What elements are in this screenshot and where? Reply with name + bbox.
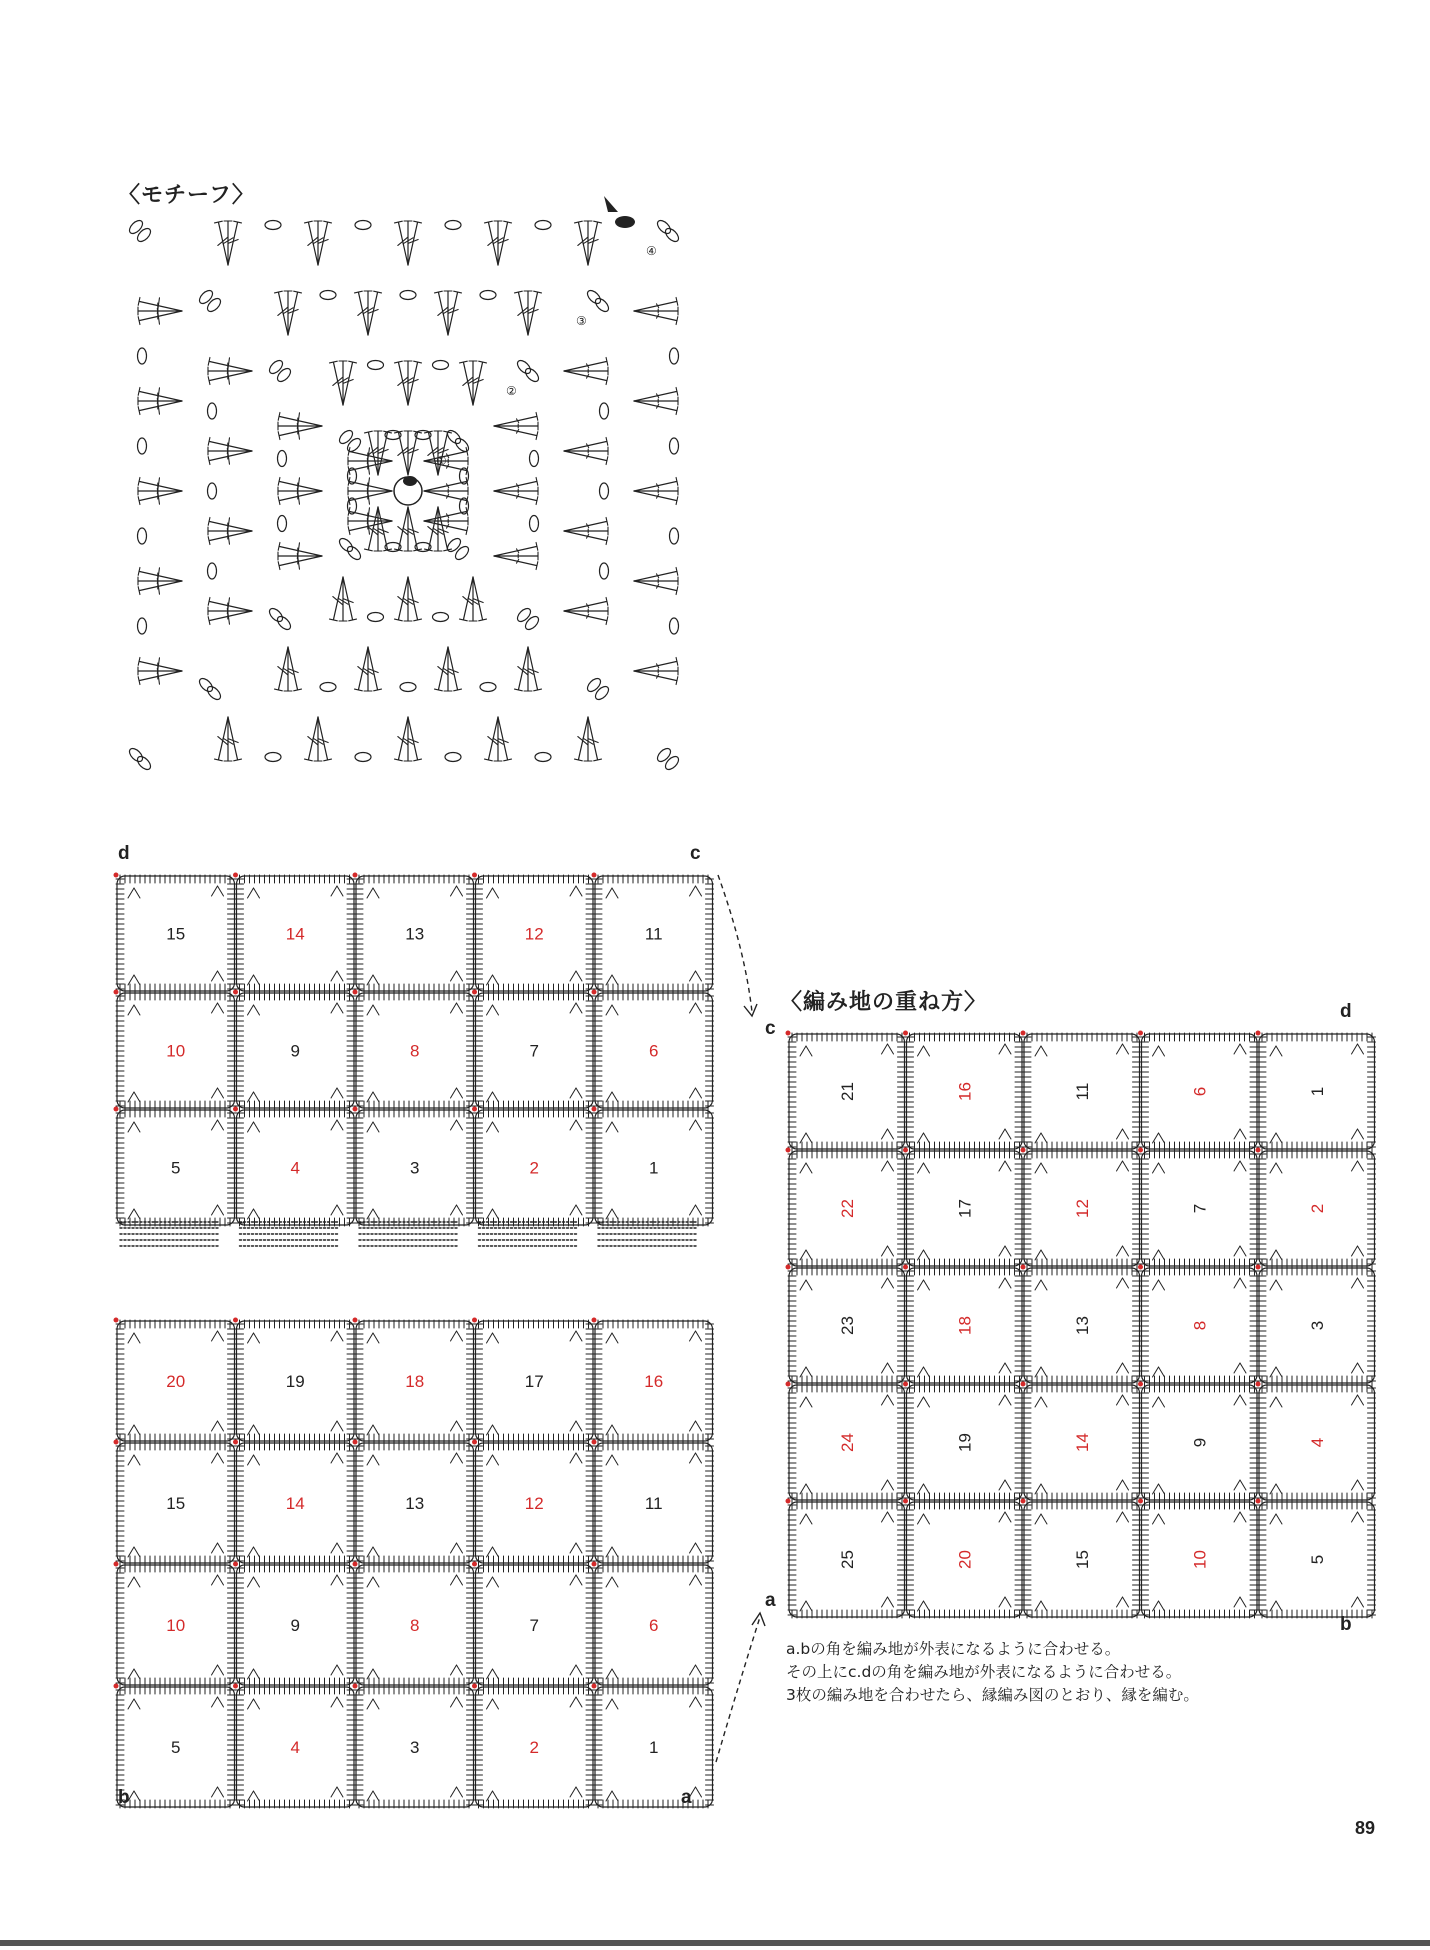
top-panel-cell-5: 5 xyxy=(171,1158,181,1178)
top-panel-cell-2: 2 xyxy=(529,1158,539,1178)
bottom-panel-cell-13: 13 xyxy=(405,1494,425,1513)
overlap-cell-25: 25 xyxy=(837,1550,857,1569)
bottom-panel-cell-10: 10 xyxy=(166,1616,186,1635)
top-panel-cell-3: 3 xyxy=(410,1158,420,1178)
join-arrows xyxy=(716,875,765,1762)
overlap-cell-16: 16 xyxy=(955,1082,975,1101)
overlap-cell-8: 8 xyxy=(1190,1320,1210,1331)
instruction-line-2: その上にc.dの角を編み地が外表になるように合わせる。 xyxy=(786,1663,1182,1681)
top-panel-cell-11: 11 xyxy=(644,924,663,944)
corner-label-top-d: d xyxy=(118,843,130,864)
round-label: ② xyxy=(506,384,517,398)
top-panel-cell-9: 9 xyxy=(290,1041,300,1061)
overlap-cell-7: 7 xyxy=(1190,1203,1210,1214)
bottom-panel-cell-8: 8 xyxy=(410,1616,420,1635)
top-panel-cell-1: 1 xyxy=(649,1158,659,1178)
overlap-cell-23: 23 xyxy=(837,1316,857,1335)
overlap-cell-5: 5 xyxy=(1307,1554,1327,1565)
bottom-panel-cell-7: 7 xyxy=(529,1616,539,1635)
bottom-panel-cell-5: 5 xyxy=(171,1738,181,1757)
overlap-corner-c: c xyxy=(765,1018,776,1039)
bottom-panel-cell-15: 15 xyxy=(166,1494,186,1513)
overlap-cell-13: 13 xyxy=(1072,1316,1092,1335)
overlap-cell-10: 10 xyxy=(1190,1550,1210,1569)
top-panel-cell-4: 4 xyxy=(290,1158,300,1178)
top-panel-cell-7: 7 xyxy=(529,1041,539,1061)
top-panel-cell-13: 13 xyxy=(405,924,425,944)
bottom-panel-cell-12: 12 xyxy=(524,1494,544,1513)
bottom-panel-cell-20: 20 xyxy=(166,1372,186,1391)
bottom-panel-cell-14: 14 xyxy=(285,1494,305,1513)
bottom-panel-cell-6: 6 xyxy=(649,1616,659,1635)
top-panel-cell-15: 15 xyxy=(166,924,186,944)
instruction-line-3: 3枚の編み地を合わせたら、縁編み図のとおり、縁を編む。 xyxy=(786,1686,1199,1704)
overlap-cell-4: 4 xyxy=(1307,1437,1327,1448)
bottom-panel-cell-2: 2 xyxy=(529,1738,539,1757)
overlap-cell-6: 6 xyxy=(1190,1086,1210,1097)
overlap-cell-11: 11 xyxy=(1072,1082,1092,1101)
top-panel-cell-10: 10 xyxy=(166,1041,186,1061)
panel-bottom-chart xyxy=(114,1318,714,1809)
overlap-cell-18: 18 xyxy=(955,1316,975,1335)
bottom-panel-cell-17: 17 xyxy=(524,1372,544,1391)
round-label: ④ xyxy=(646,244,657,258)
overlap-cell-24: 24 xyxy=(837,1433,857,1452)
overlap-cell-17: 17 xyxy=(955,1199,975,1218)
overlap-corner-d: d xyxy=(1340,1001,1352,1022)
overlap-corner-a: a xyxy=(765,1590,776,1611)
overlap-cell-9: 9 xyxy=(1190,1437,1210,1448)
overlap-cell-3: 3 xyxy=(1307,1320,1327,1331)
bottom-panel-cell-4: 4 xyxy=(290,1738,300,1757)
overlap-cell-14: 14 xyxy=(1072,1433,1092,1452)
bottom-panel-cell-16: 16 xyxy=(644,1372,664,1391)
top-panel-cell-12: 12 xyxy=(524,924,544,944)
bottom-panel-cell-18: 18 xyxy=(405,1372,425,1391)
corner-label-bottom-b: b xyxy=(118,1787,130,1808)
overlap-cell-12: 12 xyxy=(1072,1199,1092,1218)
corner-label-top-c: c xyxy=(690,843,701,864)
top-panel-cell-6: 6 xyxy=(649,1041,659,1061)
corner-label-bottom-a: a xyxy=(681,1787,692,1808)
overlap-cell-15: 15 xyxy=(1072,1550,1092,1569)
motif-chart xyxy=(122,196,686,779)
round-label: ① xyxy=(436,454,447,468)
panel-top-chart xyxy=(114,873,714,1247)
overlap-title: 〈編み地の重ね方〉 xyxy=(780,990,988,1015)
overlap-cell-21: 21 xyxy=(837,1082,857,1101)
bottom-panel-cell-3: 3 xyxy=(410,1738,420,1757)
overlap-corner-b: b xyxy=(1340,1614,1352,1635)
bottom-panel-cell-1: 1 xyxy=(649,1738,659,1757)
overlap-cell-19: 19 xyxy=(955,1433,975,1452)
instruction-line-1: a.bの角を編み地が外表になるように合わせる。 xyxy=(786,1640,1121,1658)
page-number: 89 xyxy=(1355,1818,1376,1838)
bottom-panel-cell-11: 11 xyxy=(644,1494,663,1513)
round-label: ③ xyxy=(576,314,587,328)
bottom-panel-cell-9: 9 xyxy=(290,1616,300,1635)
overlap-cell-2: 2 xyxy=(1307,1203,1327,1214)
top-panel-cell-8: 8 xyxy=(410,1041,420,1061)
top-panel-cell-14: 14 xyxy=(285,924,305,944)
overlap-chart xyxy=(786,1031,1376,1619)
motif-title: 〈モチーフ〉 xyxy=(118,183,255,208)
overlap-cell-20: 20 xyxy=(955,1550,975,1569)
overlap-cell-1: 1 xyxy=(1307,1086,1327,1097)
bottom-panel-cell-19: 19 xyxy=(285,1372,305,1391)
overlap-cell-22: 22 xyxy=(837,1199,857,1218)
